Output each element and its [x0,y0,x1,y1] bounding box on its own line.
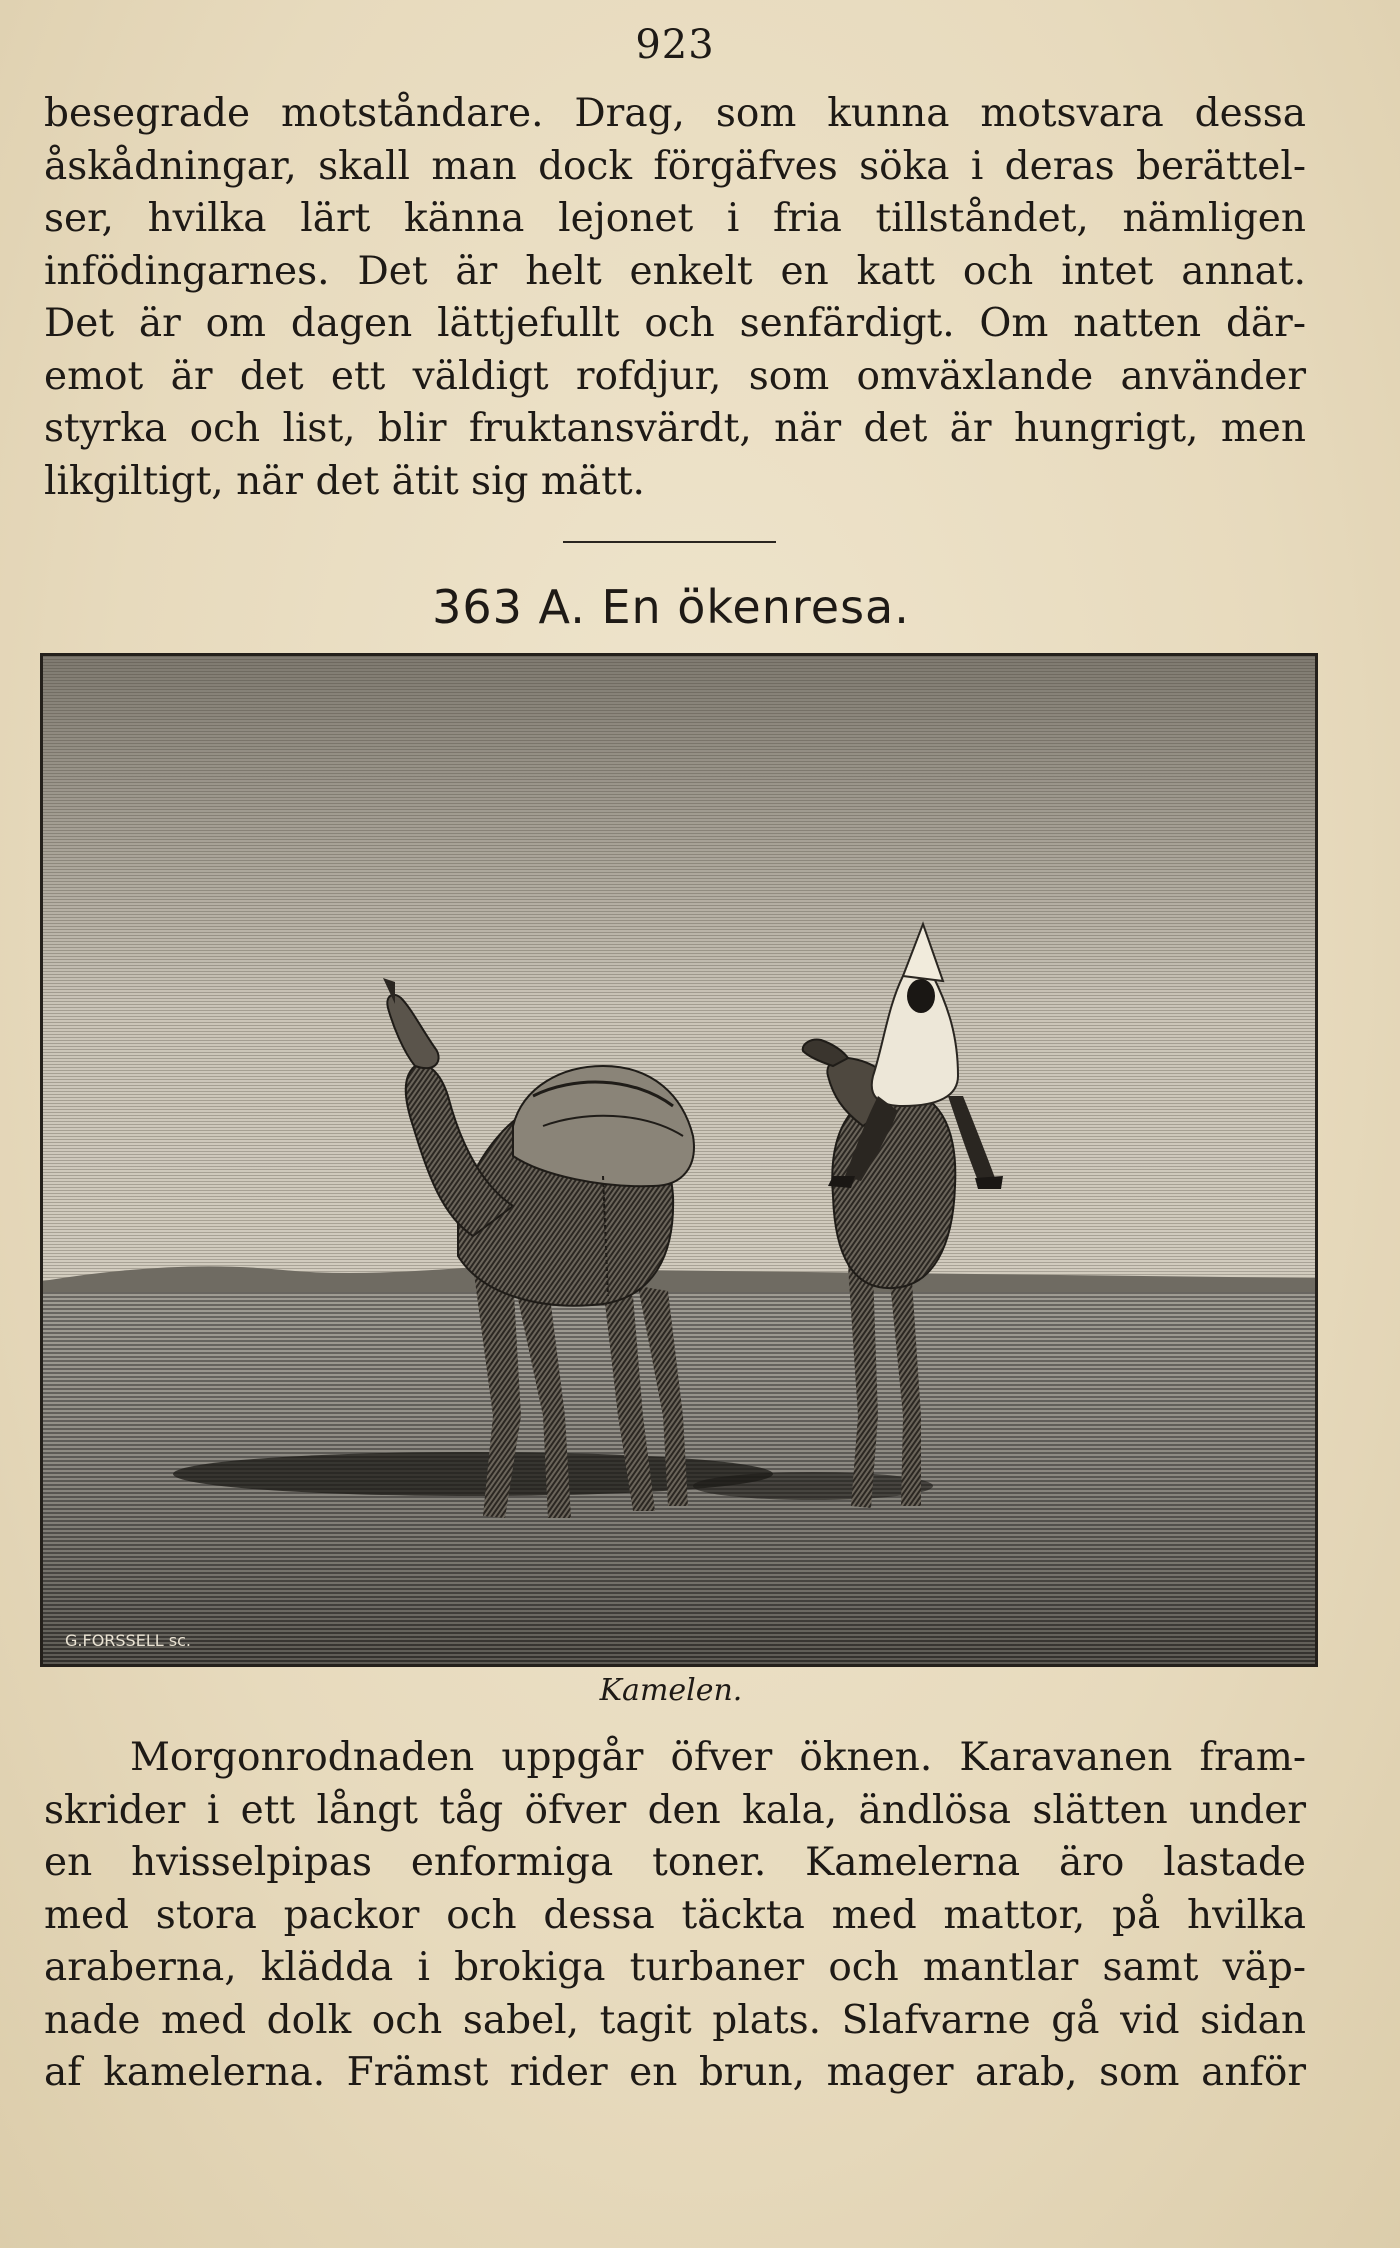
text-line: med stora packor och dessa täckta med mattor, på hvilka [44,1892,1306,1938]
text-line: araberna, klädda i brokiga turbaner och mantlar samt väp- [44,1945,1306,1990]
page-number: 923 [635,22,715,68]
text-line: en hvisselpipas enformiga toner. Kamelerna äro lastade [44,1840,1306,1885]
camel-shadow [693,1472,933,1500]
text-line: skrider i ett långt tåg öfver den kala, ändlösa slätten under [44,1787,1306,1833]
camel-engraving-figure [40,653,1318,1667]
text-line: ser, hvilka lärt känna lejonet i fria tillståndet, nämligen [44,196,1306,241]
sky-shading [43,656,1315,1296]
body-paragraph [44,1732,1306,2100]
text-line: besegrade motståndare. Drag, som kunna motsvara dessa [44,91,1306,136]
text-line: likgiltigt, när det ätit sig mätt. [44,458,645,504]
text-line: infödingarnes. Det är helt enkelt en katt och intet annat. [44,248,1306,294]
engraver-signature: G.FORSSELL sc. [65,1631,191,1650]
top-paragraph [44,88,1306,508]
camel-engraving [43,656,1315,1664]
section-heading: 363 A. En ökenresa. [432,580,910,634]
text-line: åskådningar, skall man dock förgäfves söka i deras berättel- [44,143,1306,189]
text-line: styrka och list, blir fruktansvärdt, när det är hungrigt, men [44,406,1306,451]
text-line: emot är det ett väldigt rofdjur, som omväxlande använder [44,353,1306,399]
text-line: af kamelerna. Främst rider en brun, mager arab, som anför [44,2050,1306,2095]
figure-caption: Kamelen. [599,1673,743,1708]
text-line: Det är om dagen lättjefullt och senfärdigt. Om natten där- [44,301,1306,346]
text-line: nade med dolk och sabel, tagit plats. Slafvarne gå vid sidan [44,1997,1306,2043]
section-divider [563,541,776,543]
text-line: Morgonrodnaden uppgår öfver öknen. Karavanen fram- [130,1735,1306,1780]
